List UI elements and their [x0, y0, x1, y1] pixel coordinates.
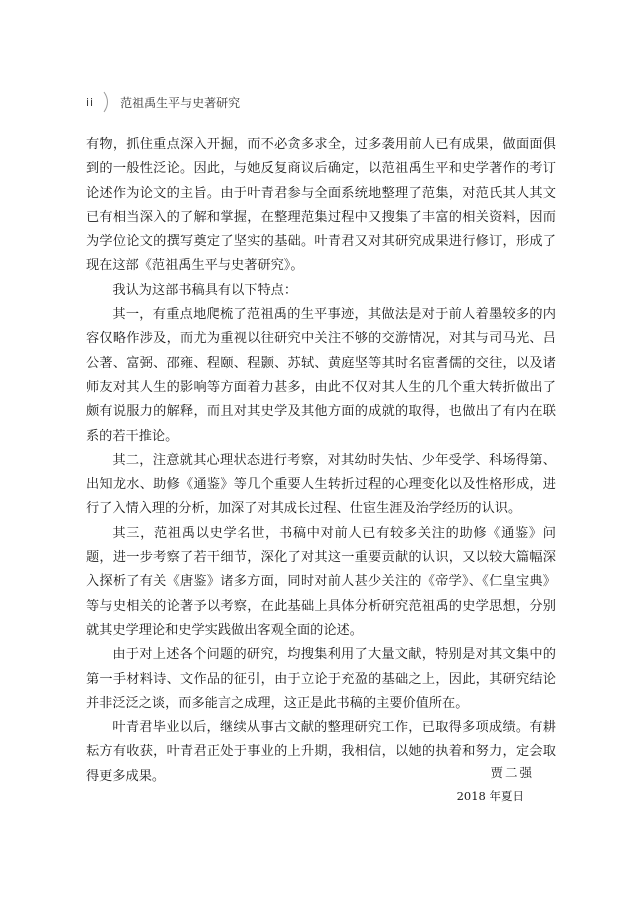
bracket-ornament-icon: [102, 91, 112, 113]
running-header: [86, 92, 240, 112]
page-number: ii: [86, 95, 95, 109]
paragraph: 其三，范祖禹以史学名世，书稿中对前人已有较多关注的助修《通鉴》问题，进一步考察了若干细节，深化了对其这一重要贡献的认识，又以较大篇幅深入探析了有关《唐鉴》诸多方面，同时对前人甚少关注的《帝学》、《仁皇宝典》等与史相关的论著予以考察，在此基础上具体分析研究范祖禹的史学思想，分别就其史学理论和史学实践做出客观全面的论述。: [86, 525, 556, 638]
author-signature: 贾二强: [490, 765, 534, 780]
body-text: [86, 133, 556, 789]
paragraph: 其二，注意就其心理状态进行考察，对其幼时失怙、少年受学、科场得第、出知龙水、助修《通鉴》等几个重要人生转折过程的心理变化以及性格形成，进行了入情入理的分析，加深了对其成长过程、仕宦生涯及治学经历的认识。: [86, 452, 556, 517]
paragraph: 其一，有重点地爬梳了范祖禹的生平事迹，其做法是对于前人着墨较多的内容仅略作涉及，而尤为重视以往研究中关注不够的交游情况，对其与司马光、吕公著、富弼、邵雍、程颐、程颢、苏轼、黄庭坚等其时名宦耆儒的交往，以及诸师友对其人生的影响等方面着力甚多，由此不仅对其人生的几个重大转折做出了颇有说服力的解释，而且对其史学及其他方面的成就的取得，也做出了有内在联系的若干推论。: [86, 307, 556, 444]
paragraph: 我认为这部书稿具有以下特点：: [112, 282, 298, 298]
paragraph: 有物，抓住重点深入开掘，而不必贪多求全，过多袭用前人已有成果，做面面俱到的一般性泛论。因此，与她反复商议后确定，以范祖禹生平和史学著作的考订论述作为论文的主旨。由于叶青君参与全面系统地整理了范集，对范氏其人其文已有相当深入的了解和掌握，在整理范集过程中又搜集了丰富的相关资料，因而为学位论文的撰写奠定了坚实的基础。叶青君又对其研究成果进行修订，形成了现在这部《范祖禹生平与史著研究》。: [86, 137, 556, 274]
running-title: 范祖禹生平与史著研究: [120, 95, 241, 110]
date-line: 2018 年夏日: [456, 789, 524, 803]
paragraph: 由于对上述各个问题的研究，均搜集利用了大量文献，特别是对其文集中的第一手材料诗、文作品的征引，由于立论于充盈的基础之上，因此，其研究结论并非泛泛之谈，而多能言之成理，这正是此书稿的主要价值所在。: [86, 647, 556, 711]
paragraph: 叶青君毕业以后，继续从事古文献的整理研究工作，已取得多项成绩。有耕耘方有收获，叶青君正处于事业的上升期，我相信，以她的执着和努力，定会取得更多成果。: [86, 720, 556, 784]
